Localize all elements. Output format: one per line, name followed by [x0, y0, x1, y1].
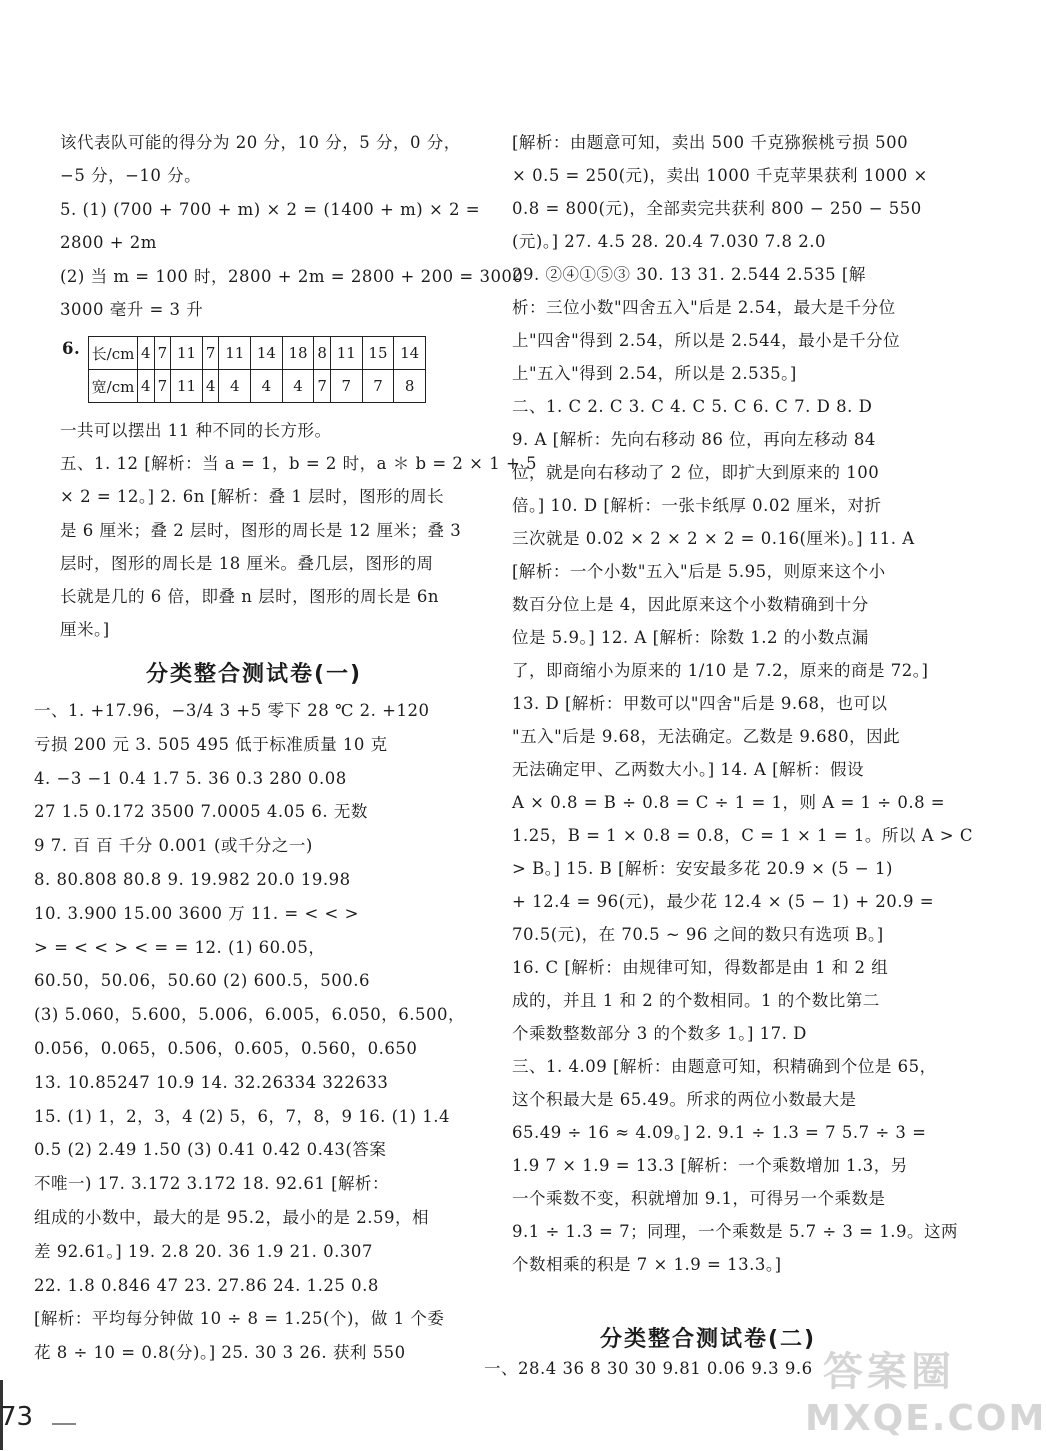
text-line: [解析：由题意可知，卖出 500 千克猕猴桃亏损 500	[512, 133, 909, 152]
text-line: 析：三位小数"四舍五入"后是 2.54，最大是千分位	[512, 298, 896, 317]
text-line: 亏损 200 元 3. 505 495 低于标准质量 10 克	[34, 734, 388, 754]
text-line: 三、1. 4.09 [解析：由题意可知，积精确到个位是 65，	[512, 1057, 937, 1076]
table-cell: 4	[202, 370, 219, 403]
text-line: 该代表队可能的得分为 20 分，10 分，5 分，0 分，	[60, 133, 461, 152]
table-cell: 4	[219, 370, 251, 403]
text-line: 五、1. 12 [解析：当 a = 1，b = 2 时，a ＊ b = 2 × 1 + 5	[60, 454, 538, 474]
table-cell: 8	[314, 337, 331, 370]
rectangle-dimensions-table	[88, 336, 426, 403]
text-line: 倍。] 10. D [解析：一张卡纸厚 0.02 厘米，对折	[512, 496, 882, 515]
text-line: > = < < > < = = 12. (1) 60.05，	[34, 937, 326, 957]
text-line: [解析：平均每分钟做 10 ÷ 8 = 1.25(个)，做 1 个委	[34, 1309, 445, 1329]
text-line: 花 8 ÷ 10 = 0.8(分)。] 25. 30 3 26. 获利 550	[34, 1343, 406, 1363]
table-cell: 14	[394, 337, 426, 370]
text-line: > B。] 15. B [解析：安安最多花 20.9 × (5 − 1)	[512, 859, 893, 878]
text-line: 一共可以摆出 11 种不同的长方形。	[60, 421, 332, 440]
text-line: 8. 80.808 80.8 9. 19.982 20.0 19.98	[34, 870, 351, 889]
text-line: 成的，并且 1 和 2 的个数相同。1 的个数比第二	[512, 991, 880, 1010]
text-line: 0.8 = 800(元)，全部卖完共获利 800 − 250 − 550	[512, 199, 922, 218]
text-line: 是 6 厘米；叠 2 层时，图形的周长是 12 厘米；叠 3	[60, 520, 462, 540]
table-cell: 4	[138, 337, 155, 370]
text-line: 3000 毫升 = 3 升	[60, 300, 204, 319]
text-line: 2800 + 2m	[60, 233, 157, 253]
text-line: 29. ②④①⑤③ 30. 13 31. 2.544 2.535 [解	[512, 265, 866, 284]
text-line: 9 7. 百 百 千分 0.001 (或千分之一)	[34, 836, 313, 856]
text-line: 0.5 (2) 2.49 1.50 (3) 0.41 0.42 0.43(答案	[34, 1140, 387, 1160]
text-line: 60.50，50.06，50.60 (2) 600.5，500.6	[34, 971, 371, 991]
text-line: −5 分，−10 分。	[60, 166, 202, 186]
table-cell: 11	[171, 337, 203, 370]
table-cell: 7	[331, 370, 363, 403]
text-line: 上"四舍"得到 2.54，所以是 2.544，最小是千分位	[512, 331, 901, 350]
text-line: 65.49 ÷ 16 ≈ 4.09。] 2. 9.1 ÷ 1.3 = 7 5.7 ÷ 3 =	[512, 1123, 927, 1142]
text-line: 10. 3.900 15.00 3600 万 11. = < < >	[34, 903, 359, 923]
watermark-logo	[805, 1340, 1046, 1448]
text-line: 13. D [解析：甲数可以"四舍"后是 9.68，也可以	[512, 694, 888, 713]
text-line: 不唯一) 17. 3.172 3.172 18. 92.61 [解析：	[34, 1174, 390, 1194]
text-line: 数百分位上是 4，因此原来这个小数精确到十分	[512, 595, 869, 614]
text-line: + 12.4 = 96(元)，最少花 12.4 × (5 − 1) + 20.9 =	[512, 892, 935, 911]
text-line: 13. 10.85247 10.9 14. 32.26334 322633	[34, 1072, 389, 1092]
text-line: (2) 当 m = 100 时，2800 + 2m = 2800 + 200 = 3000	[60, 266, 524, 286]
text-line: [解析：一个小数"五入"后是 5.95，则原来这个小	[512, 562, 886, 581]
table-cell: 4	[282, 370, 314, 403]
table-cell: 7	[314, 370, 331, 403]
text-line: 9. A [解析：先向右移动 86 位，再向左移动 84	[512, 430, 876, 449]
text-line: 位是 5.9。] 12. A [解析：除数 1.2 的小数点漏	[512, 628, 869, 647]
text-line: 5. (1) (700 + 700 + m) × 2 = (1400 + m) × 2 =	[60, 199, 481, 219]
watermark-text-cn: 答案圈	[823, 1349, 955, 1395]
text-line: 22. 1.8 0.846 47 23. 27.86 24. 1.25 0.8	[34, 1275, 379, 1295]
table-cell: 11	[331, 337, 363, 370]
text-line: 9.1 ÷ 1.3 = 7；同理，一个乘数是 5.7 ÷ 3 = 1.9。这两	[512, 1222, 958, 1241]
text-line: 15. (1) 1，2，3，4 (2) 5，6，7，8，9 16. (1) 1.4	[34, 1106, 451, 1126]
table-cell: 14	[251, 337, 283, 370]
table-cell: 11	[219, 337, 251, 370]
text-line: 个数相乘的积是 7 × 1.9 = 13.3。]	[512, 1255, 782, 1274]
text-line: 层时，图形的周长是 18 厘米。叠几层，图形的周	[60, 553, 434, 573]
table-cell: 4	[138, 370, 155, 403]
table-header-width: 宽/cm	[89, 370, 138, 403]
table-cell: 4	[251, 370, 283, 403]
table-cell: 15	[362, 337, 394, 370]
section-heading-test-2: 分类整合测试卷(二)	[600, 1327, 817, 1352]
text-line: 0.056，0.065，0.506，0.605，0.560，0.650	[34, 1039, 418, 1058]
text-line: 一、1. +17.96，−3/4 3 +5 零下 28 ℃ 2. +120	[34, 701, 430, 720]
table-cell: 7	[154, 370, 171, 403]
text-line: A × 0.8 = B ÷ 0.8 = C ÷ 1 = 1，则 A = 1 ÷ 0.8 =	[512, 793, 946, 812]
table-row-length	[89, 337, 426, 370]
watermark-text-url: MXQE.COM	[805, 1398, 1046, 1439]
text-line: × 2 = 12。] 2. 6n [解析：叠 1 层时，图形的周长	[60, 487, 445, 507]
text-line: (元)。] 27. 4.5 28. 20.4 7.030 7.8 2.0	[512, 232, 826, 251]
table-header-length: 长/cm	[89, 337, 138, 370]
text-line: 个乘数整数部分 3 的个数多 1。] 17. D	[512, 1024, 807, 1043]
table-cell: 8	[394, 370, 426, 403]
table-cell: 7	[154, 337, 171, 370]
text-line: 差 92.61。] 19. 2.8 20. 36 1.9 21. 0.307	[34, 1241, 373, 1261]
text-line: 一、28.4 36 8 30 30 9.81 0.06 9.3 9.6	[484, 1359, 813, 1378]
text-line: 1.25，B = 1 × 0.8 = 0.8，C = 1 × 1 = 1。所以 A > C	[512, 826, 973, 845]
text-line: "五入"后是 9.68，无法确定。乙数是 9.680，因此	[512, 727, 901, 746]
text-line: (3) 5.060，5.600，5.006，6.005，6.050，6.500，	[34, 1005, 466, 1025]
text-line: 组成的小数中，最大的是 95.2，最小的是 2.59，相	[34, 1208, 429, 1227]
table-cell: 7	[362, 370, 394, 403]
text-line: 无法确定甲、乙两数大小。] 14. A [解析：假设	[512, 760, 865, 779]
text-line: 1.9 7 × 1.9 = 13.3 [解析：一个乘数增加 1.3，另	[512, 1156, 908, 1175]
section-heading-test-1: 分类整合测试卷(一)	[146, 662, 363, 687]
text-line: 这个积最大是 65.49。所求的两位小数最大是	[512, 1090, 857, 1109]
text-line: 70.5(元)，在 70.5 ~ 96 之间的数只有选项 B。]	[512, 925, 884, 944]
table-cell: 18	[282, 337, 314, 370]
text-line: 了，即商缩小为原来的 1/10 是 7.2，原来的商是 72。]	[512, 661, 929, 680]
text-line: 长就是几的 6 倍，即叠 n 层时，图形的周长是 6n	[60, 587, 439, 606]
text-line: 二、1. C 2. C 3. C 4. C 5. C 6. C 7. D 8. D	[512, 397, 873, 416]
text-line: 位，就是向右移动了 2 位，即扩大到原来的 100	[512, 463, 880, 482]
table-question-number: 6.	[62, 339, 81, 358]
text-line: 27 1.5 0.172 3500 7.0005 4.05 6. 无数	[34, 802, 368, 822]
table-cell: 11	[171, 370, 203, 403]
text-line: 厘米。]	[60, 620, 110, 640]
page-number-dash	[52, 1423, 76, 1425]
text-line: 一个乘数不变，积就增加 9.1，可得另一个乘数是	[512, 1189, 886, 1208]
text-line: 16. C [解析：由规律可知，得数都是由 1 和 2 组	[512, 958, 889, 977]
text-line: 4. −3 −1 0.4 1.7 5. 36 0.3 280 0.08	[34, 768, 347, 788]
table-cell: 7	[202, 337, 219, 370]
text-line: 上"五入"得到 2.54，所以是 2.535。]	[512, 364, 797, 383]
page-number: 73	[0, 1402, 34, 1432]
text-line: 三次就是 0.02 × 2 × 2 × 2 = 0.16(厘米)。] 11. A	[512, 529, 915, 548]
table-row-width	[89, 370, 426, 403]
text-line: × 0.5 = 250(元)，卖出 1000 千克苹果获利 1000 ×	[512, 166, 928, 185]
